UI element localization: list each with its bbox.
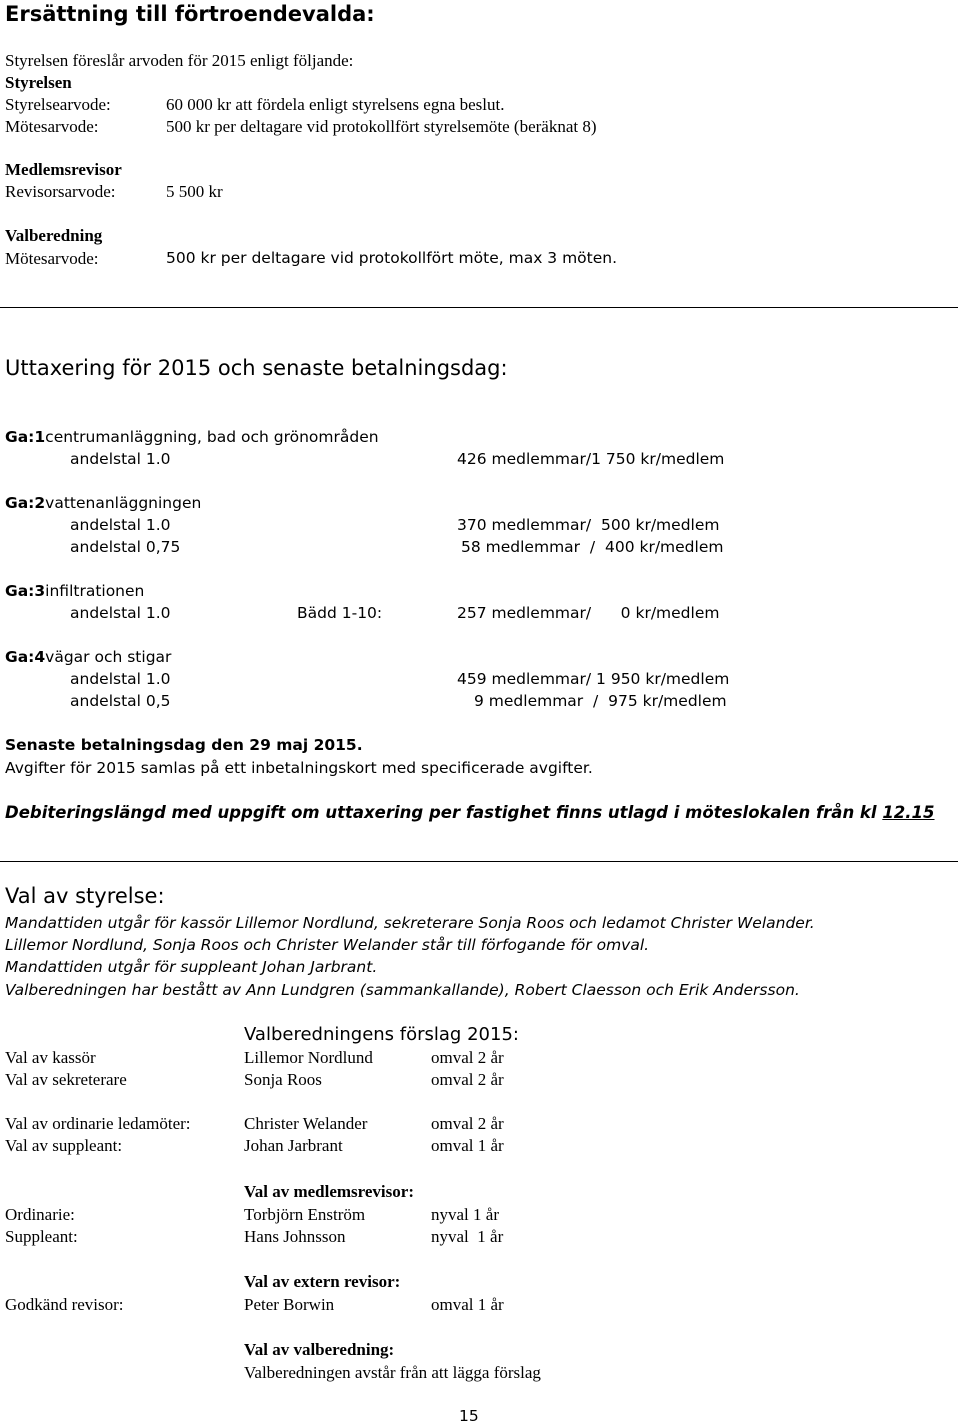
debitering-main: Debiteringslängd med uppgift om uttaxering per fastighet finns utlagd i möteslokalen från kl — [5, 803, 883, 822]
ga2-code: Ga:2 — [5, 494, 46, 512]
ga2-andel1-value: 370 medlemmar/ 500 kr/medlem — [457, 516, 720, 534]
row-godkand-name: Peter Borwin — [244, 1295, 335, 1314]
intro-text: Styrelsen föreslår arvoden för 2015 enligt följande: — [5, 51, 354, 70]
forslag-heading: Valberedningens förslag 2015: — [244, 1024, 519, 1045]
page-number: 15 — [459, 1407, 479, 1425]
valberedning-val-heading: Val av valberedning: — [244, 1340, 395, 1359]
section-title-val: Val av styrelse: — [5, 884, 165, 908]
avgifter-text: Avgifter för 2015 samlas på ett inbetalningskort med specificerade avgifter. — [5, 759, 593, 777]
section-title-ersattning: Ersättning till förtroendevalda: — [5, 2, 375, 26]
debitering-time: 12.15 — [882, 803, 935, 822]
ga3-andel1-label: andelstal 1.0 — [70, 604, 171, 622]
val-line-1: Mandattiden utgår för kassör Lillemor Nordlund, sekreterare Sonja Roos och ledamot Christer Welander. — [5, 914, 815, 932]
row-ledamoter-label: Val av ordinarie ledamöter: — [5, 1114, 191, 1133]
ga1-name: centrumanläggning, bad och grönområden — [45, 428, 379, 446]
row-kassor-status: omval 2 år — [431, 1048, 504, 1067]
row-kassor-name: Lillemor Nordlund — [244, 1048, 373, 1067]
row-revisor-suppleant-name: Hans Johnsson — [244, 1227, 346, 1246]
row-kassor-label: Val av kassör — [5, 1048, 96, 1067]
ga2-name: vattenanläggningen — [45, 494, 202, 512]
ga4-code: Ga:4 — [5, 648, 46, 666]
motesarvode-value: 500 kr per deltagare vid protokollfört styrelsemöte (beräknat 8) — [166, 117, 597, 136]
valberedning-heading: Valberedning — [5, 226, 103, 245]
row-suppleant-label: Val av suppleant: — [5, 1136, 123, 1155]
ga3-row — [5, 582, 144, 601]
ga4-row — [5, 648, 171, 667]
row-ledamoter-name: Christer Welander — [244, 1114, 368, 1133]
ga1-row — [5, 428, 379, 447]
ga4-andel2-label: andelstal 0,5 — [70, 692, 171, 710]
ga4-andel2-value: 9 medlemmar / 975 kr/medlem — [474, 692, 727, 710]
row-sekreterare-name: Sonja Roos — [244, 1070, 322, 1089]
divider-1 — [0, 307, 958, 308]
row-ledamoter-status: omval 2 år — [431, 1114, 504, 1133]
ga3-name: infiltrationen — [45, 582, 145, 600]
row-ordinarie-label: Ordinarie: — [5, 1205, 75, 1224]
styrelsearvode-value: 60 000 kr att fördela enligt styrelsens egna beslut. — [166, 95, 505, 114]
valberedning-val-text: Valberedningen avstår från att lägga förslag — [244, 1363, 541, 1382]
valb-motesarvode-value: 500 kr per deltagare vid protokollfört möte, max 3 möten. — [166, 249, 618, 267]
debitering-text — [5, 803, 935, 823]
extern-revisor-heading: Val av extern revisor: — [244, 1272, 401, 1291]
styrelsen-heading: Styrelsen — [5, 73, 72, 92]
payment-deadline: Senaste betalningsdag den 29 maj 2015. — [5, 736, 363, 754]
ga4-andel1-value: 459 medlemmar/ 1 950 kr/medlem — [457, 670, 730, 688]
row-godkand-label: Godkänd revisor: — [5, 1295, 124, 1314]
ga2-row — [5, 494, 201, 513]
ga3-badd-label: Bädd 1-10: — [297, 604, 383, 622]
ga2-andel2-label: andelstal 0,75 — [70, 538, 181, 556]
val-line-4: Valberedningen har bestått av Ann Lundgren (sammankallande), Robert Claesson och Erik Andersson. — [5, 981, 800, 999]
ga1-andel1-label: andelstal 1.0 — [70, 450, 171, 468]
row-sekreterare-status: omval 2 år — [431, 1070, 504, 1089]
row-revisor-suppleant-label: Suppleant: — [5, 1227, 78, 1246]
ga2-andel2-value: 58 medlemmar / 400 kr/medlem — [461, 538, 724, 556]
ga3-andel1-value: 257 medlemmar/ 0 kr/medlem — [457, 604, 720, 622]
section-title-uttaxering: Uttaxering för 2015 och senaste betalningsdag: — [5, 356, 508, 380]
ga4-name: vägar och stigar — [45, 648, 172, 666]
valb-motesarvode-label: Mötesarvode: — [5, 249, 99, 268]
ga4-andel1-label: andelstal 1.0 — [70, 670, 171, 688]
ga3-code: Ga:3 — [5, 582, 46, 600]
row-godkand-status: omval 1 år — [431, 1295, 504, 1314]
medlemsrevisor-heading: Medlemsrevisor — [5, 160, 122, 179]
row-sekreterare-label: Val av sekreterare — [5, 1070, 127, 1089]
ga2-andel1-label: andelstal 1.0 — [70, 516, 171, 534]
divider-2 — [0, 861, 958, 862]
motesarvode-label: Mötesarvode: — [5, 117, 99, 136]
ga1-code: Ga:1 — [5, 428, 46, 446]
row-ordinarie-status: nyval 1 år — [431, 1205, 499, 1224]
revisorsarvode-label: Revisorsarvode: — [5, 182, 116, 201]
row-revisor-suppleant-status: nyval 1 år — [431, 1227, 504, 1246]
styrelsearvode-label: Styrelsearvode: — [5, 95, 111, 114]
val-line-2: Lillemor Nordlund, Sonja Roos och Christer Welander står till förfogande för omval. — [5, 936, 650, 954]
medlemsrevisor-val-heading: Val av medlemsrevisor: — [244, 1182, 414, 1201]
val-line-3: Mandattiden utgår för suppleant Johan Jarbrant. — [5, 958, 378, 976]
row-suppleant-name: Johan Jarbrant — [244, 1136, 343, 1155]
ga1-andel1-value: 426 medlemmar/1 750 kr/medlem — [457, 450, 725, 468]
row-suppleant-status: omval 1 år — [431, 1136, 504, 1155]
row-ordinarie-name: Torbjörn Enström — [244, 1205, 366, 1224]
revisorsarvode-value: 5 500 kr — [166, 182, 223, 201]
